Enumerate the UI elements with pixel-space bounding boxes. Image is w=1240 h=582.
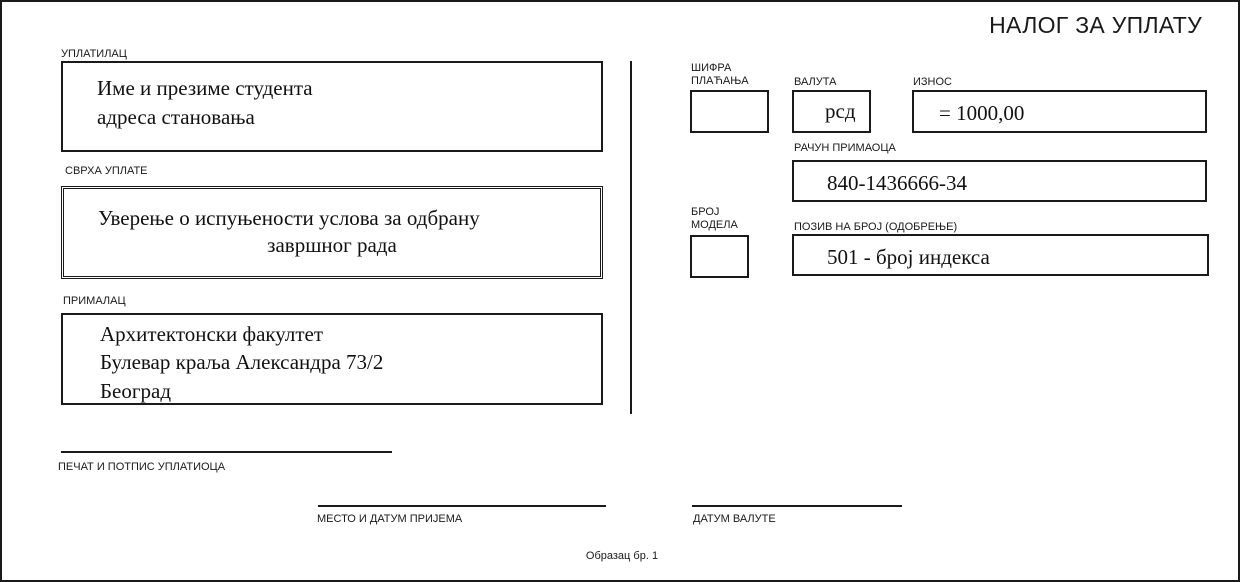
recipient-account-field[interactable] <box>792 160 1207 202</box>
purpose-line-1: Уверење о испуњености услова за одбрану <box>98 206 480 230</box>
payer-name: Име и презиме студента <box>97 76 313 100</box>
purpose-label: СВРХА УПЛАТЕ <box>65 165 148 177</box>
recipient-line-1: Архитектонски факултет <box>100 322 324 346</box>
value-date-label: ДАТУМ ВАЛУТЕ <box>693 513 776 525</box>
model-number-label-line-2: МОДЕЛА <box>691 219 738 231</box>
payment-code-label <box>691 62 749 88</box>
reference-number-field[interactable] <box>792 234 1209 276</box>
column-divider <box>630 61 632 414</box>
reference-number-label: ПОЗИВ НА БРОЈ (ОДОБРЕЊЕ) <box>794 221 958 233</box>
purpose-line-2: завршног рада <box>267 233 397 257</box>
purpose-field[interactable] <box>61 186 603 279</box>
payer-field[interactable] <box>61 61 603 152</box>
amount-field[interactable] <box>912 90 1207 133</box>
currency-value: рсд <box>825 99 856 123</box>
payment-code-field[interactable] <box>690 90 769 133</box>
value-date-line <box>692 505 902 507</box>
model-number-field[interactable] <box>690 235 749 278</box>
recipient-account-value: 840-1436666-34 <box>827 171 967 195</box>
recipient-field[interactable] <box>61 313 603 405</box>
signature-label: ПЕЧАТ И ПОТПИС УПЛАТИОЦА <box>58 461 226 473</box>
model-number-label <box>691 206 738 232</box>
form-title: НАЛОГ ЗА УПЛАТУ <box>989 12 1202 38</box>
recipient-label: ПРИМАЛАЦ <box>63 295 126 307</box>
reference-number-value: 501 - број индекса <box>827 245 990 269</box>
recipient-account-label: РАЧУН ПРИМАОЦА <box>794 142 896 154</box>
currency-field[interactable] <box>792 90 871 133</box>
payer-address: адреса становања <box>97 105 255 129</box>
recipient-line-2: Булевар краља Александра 73/2 <box>100 350 384 374</box>
place-date-receipt-label: МЕСТО И ДАТУМ ПРИЈЕМА <box>317 513 463 525</box>
form-number-footer: Образац бр. 1 <box>585 550 659 562</box>
currency-label: ВАЛУТА <box>794 76 837 88</box>
place-date-receipt-line <box>318 505 606 507</box>
recipient-line-3: Београд <box>100 379 171 403</box>
payer-label: УПЛАТИЛАЦ <box>61 48 127 60</box>
amount-value: = 1000,00 <box>939 101 1025 125</box>
amount-label: ИЗНОС <box>913 76 952 88</box>
model-number-label-line-1: БРОЈ <box>691 206 720 218</box>
payment-code-label-line-2: ПЛАЋАЊА <box>691 75 749 87</box>
payment-code-label-line-1: ШИФРА <box>691 62 732 74</box>
signature-line <box>61 451 392 453</box>
